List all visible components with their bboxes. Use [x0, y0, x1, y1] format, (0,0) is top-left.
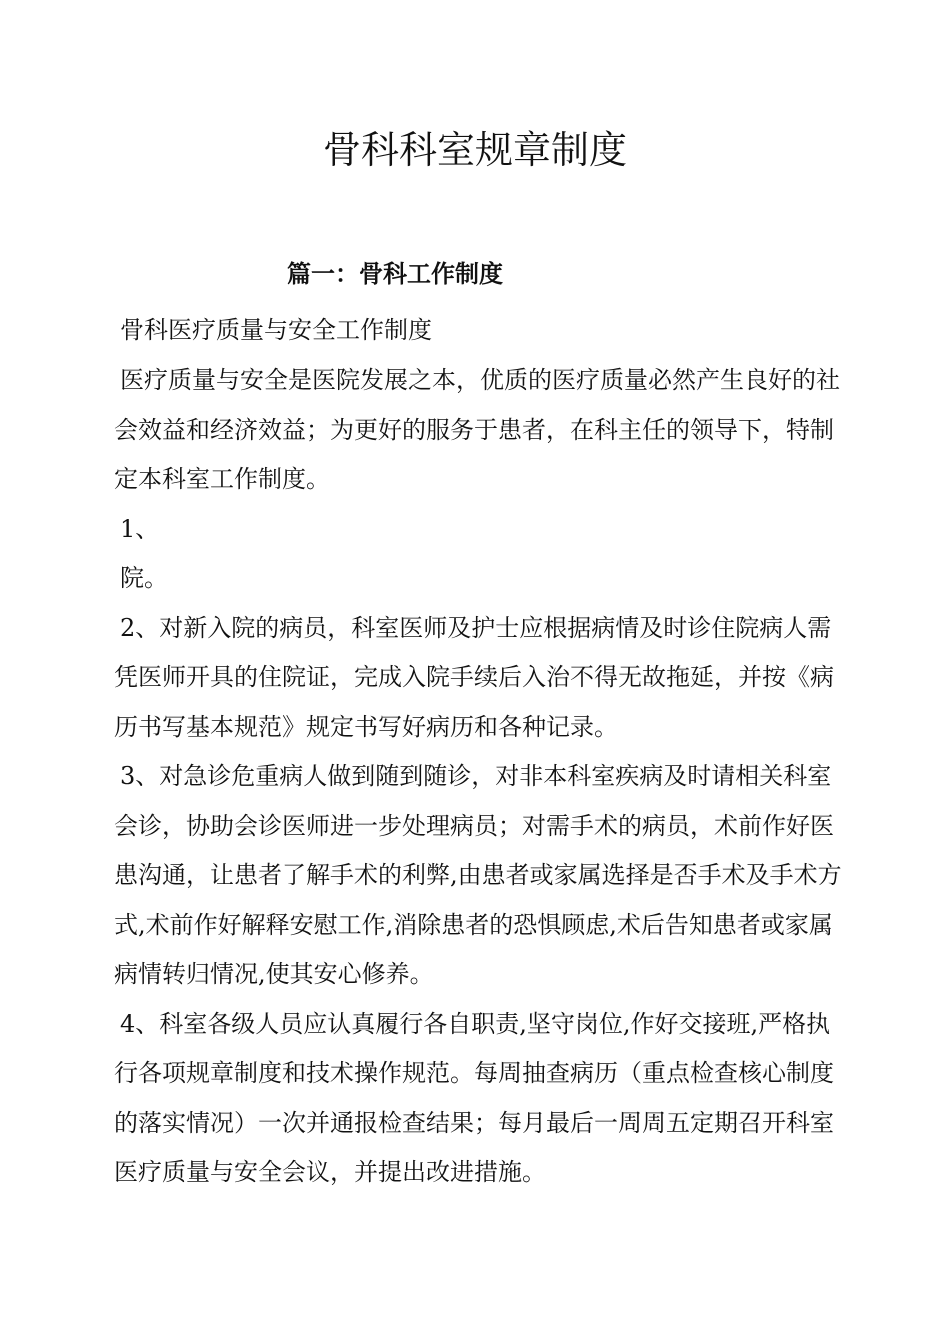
- subheading: 骨科医疗质量与安全工作制度: [120, 316, 432, 344]
- document-body: [114, 356, 844, 1198]
- section-title: 篇一：骨科工作制度: [287, 259, 503, 288]
- paragraph-item-1-continued: 院。: [120, 564, 168, 592]
- paragraph-item-2: 2、对新入院的病员，科室医师及护士应根据病情及时诊住院病人需凭医师开具的住院证，完成入院手续后入治不得无故拖延，并按《病历书写基本规范》规定书写好病历和各种记录。: [114, 613, 834, 741]
- paragraph-item-1: 1、: [120, 514, 160, 543]
- paragraph-item-4: 4、科室各级人员应认真履行各自职责,坚守岗位,作好交接班,严格执行各项规章制度和技术操作规范。每周抽查病历（重点检查核心制度的落实情况）一次并通报检查结果；每月最后一周周五定期召开科室医疗质量与安全会议，并提出改进措施。: [114, 1009, 834, 1186]
- document-title: 骨科科室规章制度: [322, 128, 627, 172]
- paragraph-intro: 医疗质量与安全是医院发展之本，优质的医疗质量必然产生良好的社会效益和经济效益；为更好的服务于患者，在科主任的领导下，特制定本科室工作制度。: [114, 366, 840, 493]
- paragraph-item-3: 3、对急诊危重病人做到随到随诊，对非本科室疾病及时请相关科室会诊，协助会诊医师进一步处理病员；对需手术的病员，术前作好医患沟通，让患者了解手术的利弊,由患者或家属选择是否手术及手术方式,术前作好解释安慰工作,消除患者的恐惧顾虑,术后告知患者或家属病情转归情况,使其安心修养。: [114, 762, 842, 988]
